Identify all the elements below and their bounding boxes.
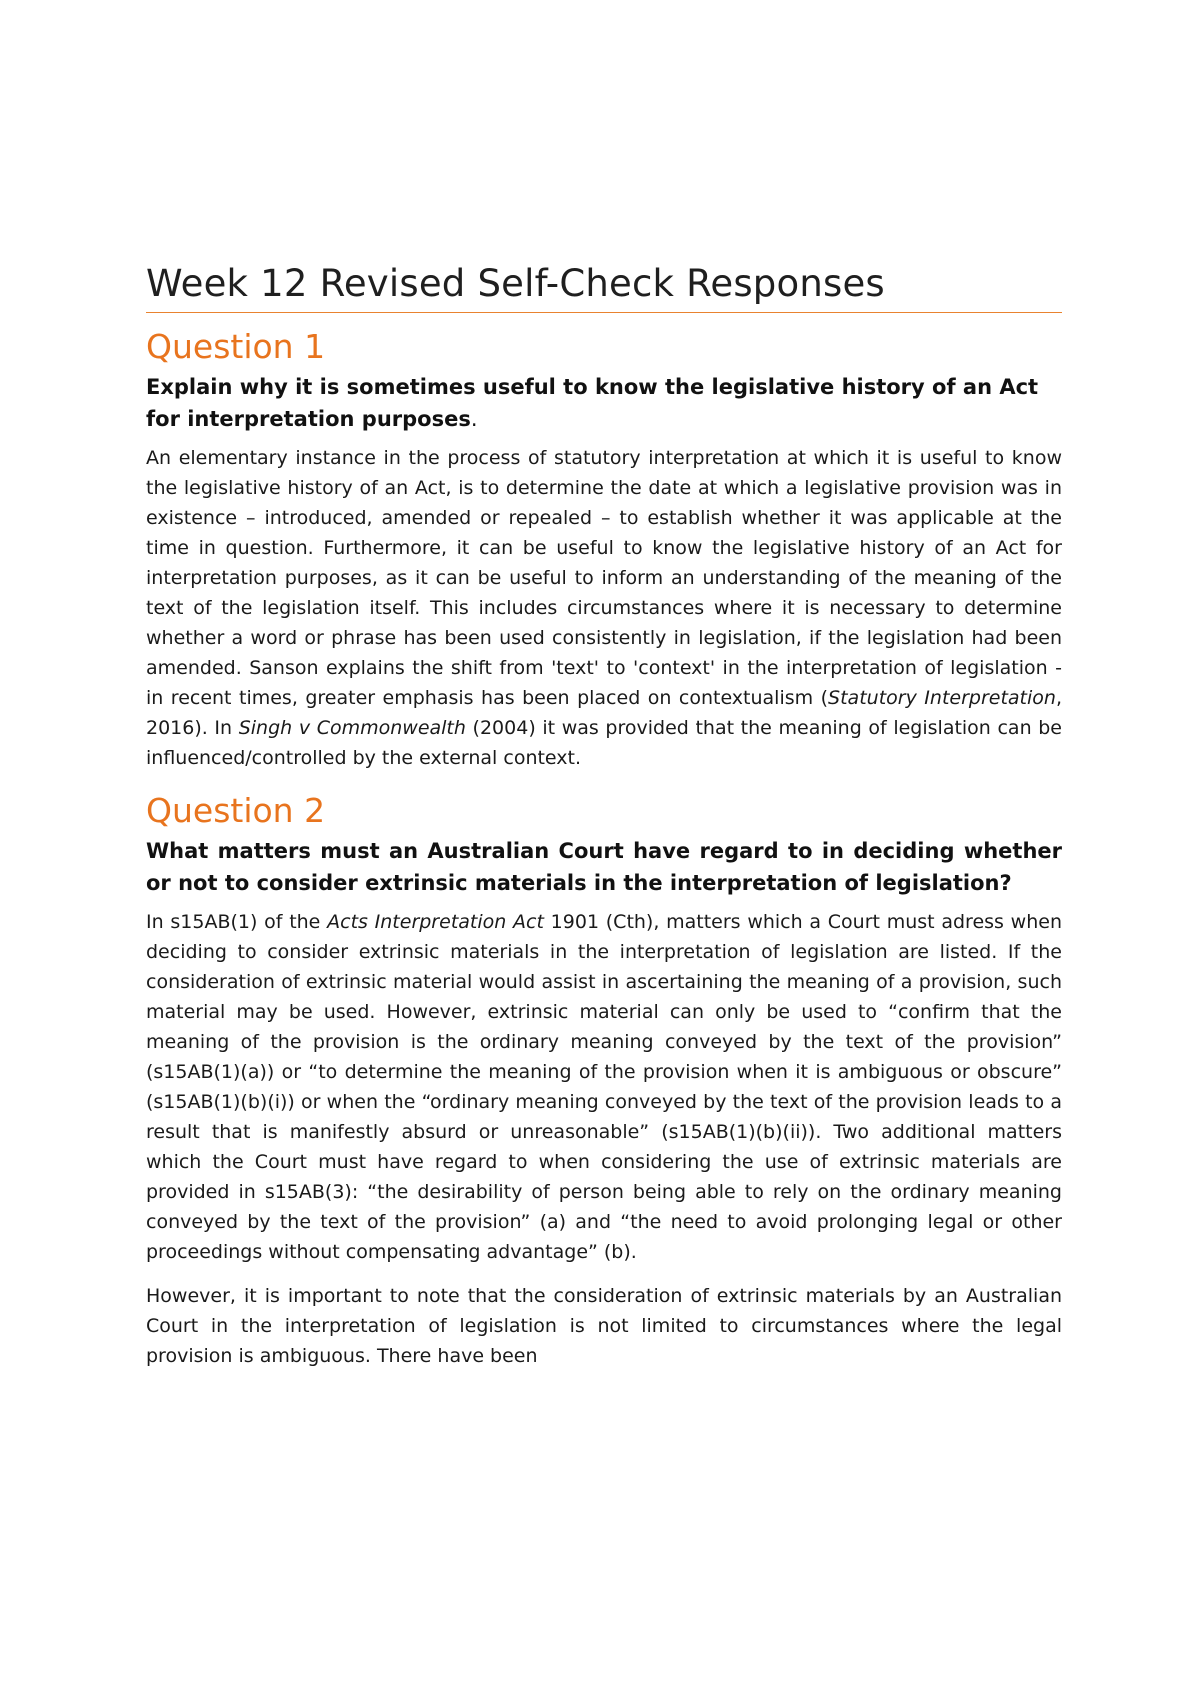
question-2-answer-paragraph-2: However, it is important to note that the consideration of extrinsic materials by an Australian Court in the interpretation of legislation is not limited to circumstances where the legal provision is ambiguous. There have been <box>146 1284 1062 1367</box>
act-name-acts-interpretation-act: Acts Interpretation Act <box>327 910 544 933</box>
question-1-answer <box>146 443 1062 773</box>
question-1-prompt-period: . <box>470 406 478 431</box>
question-2-prompt: What matters must an Australian Court have regard to in deciding whether or not to consider extrinsic materials in the interpretation of legislation? <box>146 838 1062 895</box>
document-title: Week 12 Revised Self-Check Responses <box>146 262 1062 313</box>
answer-text: In s15AB(1) of the <box>146 910 328 933</box>
question-1-section <box>146 327 1062 773</box>
question-2-section <box>146 791 1062 1371</box>
answer-text: , 2016). In <box>146 686 1062 739</box>
answer-text: 1901 (Cth), matters which a Court must adress when deciding to consider extrinsic materials in the interpretation of legislation are listed. If the consideration of extrinsic material would assist in ascertaining the meaning of a provision, such material may be used. However, extrinsic material can only be used to “confirm that the meaning of the provision is the ordinary meaning conveyed by the text of the provision” (s15AB(1)(a)) or “to determine the meaning of the provision when it is ambiguous or obscure” (s15AB(1)(b)(i)) or when the “ordinary meaning conveyed by the text of the provision leads to a result that is manifestly absurd or unreasonable” (s15AB(1)(b)(ii)). Two additional matters which the Court must have regard to when considering the use of extrinsic materials are provided in s15AB(3): “the desirability of person being able to rely on the ordinary meaning conveyed by the text of the provision” (a) and “the need to avoid prolonging legal or other proceedings without compensating advantage” (b). <box>146 910 1062 1263</box>
answer-text: (2004) it was provided that the meaning of legislation can be influenced/controlled by the external context. <box>146 716 1062 769</box>
question-1-prompt <box>146 371 1062 435</box>
question-2-answer-paragraph-1 <box>146 907 1062 1267</box>
question-1-heading: Question 1 <box>146 327 326 367</box>
question-2-heading: Question 2 <box>146 790 326 830</box>
answer-text: An elementary instance in the process of statutory interpretation at which it is useful to know the legislative history of an Act, is to determine the date at which a legislative provision was in existence – introduced, amended or repealed – to establish whether it was applicable at the time in question. Furthermore, it can be useful to know the legislative history of an Act for interpretation purposes, as it can be useful to inform an understanding of the meaning of the text of the legislation itself. This includes circumstances where it is necessary to determine whether a word or phrase has been used consistently in legislation, if the legislation had been amended. Sanson explains the shift from 'text' to 'context' in the interpretation of legislation - in recent times, greater emphasis has been placed on contextualism ( <box>146 446 1062 709</box>
citation-statutory-interpretation: Statutory Interpretation <box>828 686 1056 709</box>
question-1-prompt-text: Explain why it is sometimes useful to know the legislative history of an Act for interpretation purposes <box>146 374 1039 431</box>
document-page <box>146 262 1062 1385</box>
case-name-singh-v-commonwealth: Singh v Commonwealth <box>238 716 466 739</box>
